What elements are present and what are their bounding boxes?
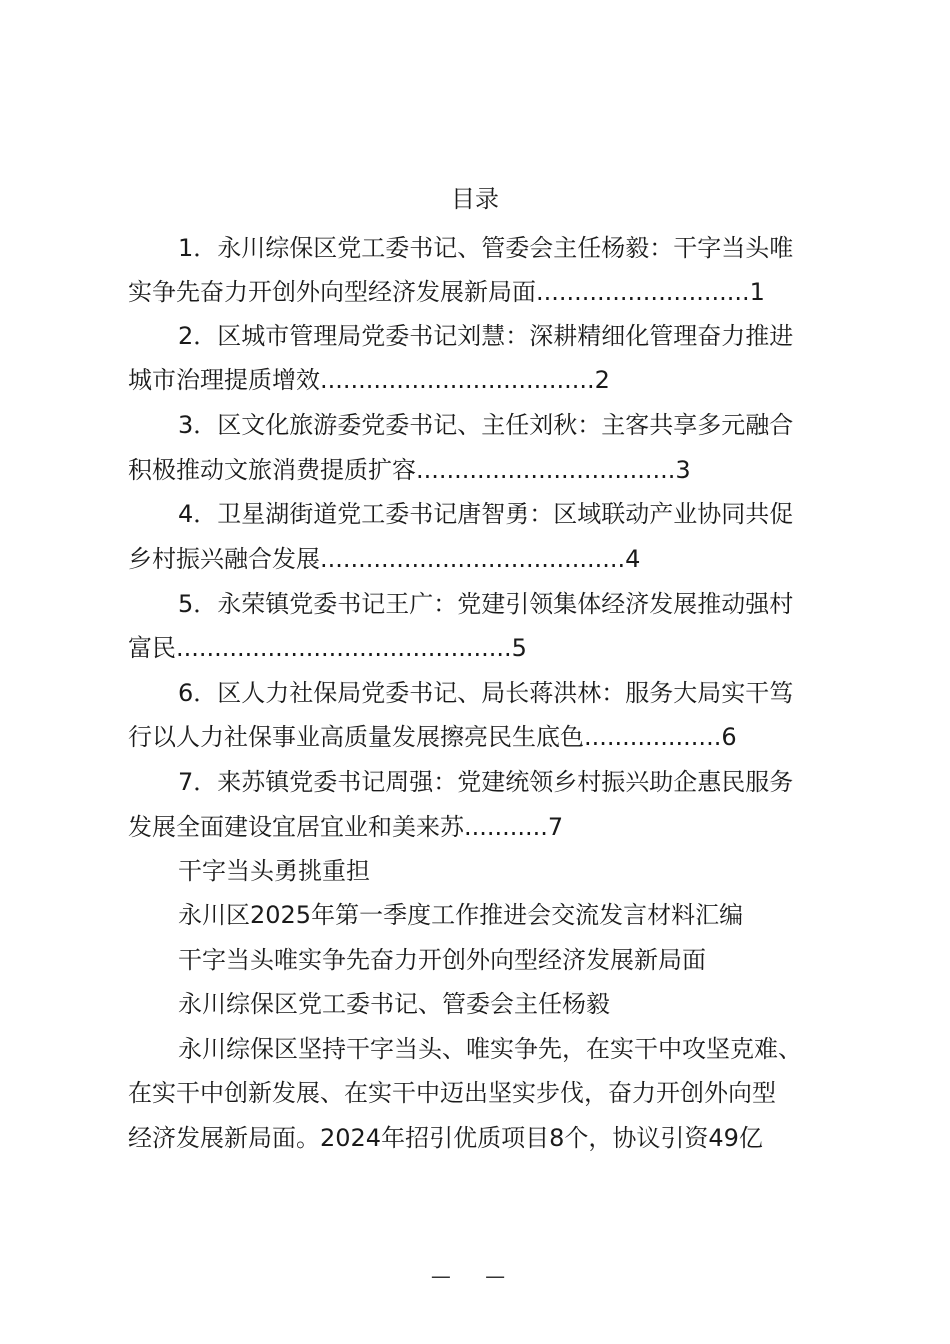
toc-entry-1-leader: ............................ [536, 278, 750, 306]
toc-entry-5-page: 5 [511, 634, 527, 662]
toc-title: 目录 [451, 185, 499, 213]
toc-entry-6-line2[interactable] [128, 719, 737, 755]
article-author: 永川综保区党工委书记、管委会主任杨毅 [178, 990, 610, 1018]
toc-entry-6-page: 6 [721, 723, 737, 751]
toc-entry-2-line1[interactable]: 2．区城市管理局党委书记刘慧：深耕精细化管理奋力推进 [178, 322, 794, 350]
toc-entry-6-line1[interactable]: 6．区人力社保局党委书记、局长蒋洪林：服务大局实干笃 [178, 679, 794, 707]
toc-entry-7-page: 7 [547, 813, 564, 841]
paragraph-line-2: 在实干中创新发展、在实干中迈出坚实步伐，奋力开创外向型 [128, 1079, 776, 1107]
toc-entry-3-page: 3 [675, 456, 691, 484]
toc-entry-7-line2[interactable] [128, 809, 563, 845]
toc-entry-6-text: 行以人力社保事业高质量发展擦亮民生底色 [128, 723, 584, 751]
toc-entry-1-line1[interactable]: 1．永川综保区党工委书记、管委会主任杨毅：干字当头唯 [178, 234, 794, 262]
toc-entry-1-text: 实争先奋力开创外向型经济发展新局面 [128, 278, 536, 306]
section-heading: 干字当头勇挑重担 [178, 857, 370, 885]
toc-entry-5-leader: ............................................ [176, 634, 512, 662]
toc-entry-7-text: 发展全面建设宜居宜业和美来苏 [128, 813, 464, 841]
toc-entry-7-line1[interactable]: 7．来苏镇党委书记周强：党建统领乡村振兴助企惠民服务 [178, 768, 794, 796]
toc-entry-3-line2[interactable] [128, 452, 691, 488]
toc-entry-4-page: 4 [625, 545, 641, 573]
paragraph-line-1: 永川综保区坚持干字当头、唯实争先，在实干中攻坚克难、 [178, 1035, 802, 1063]
toc-entry-2-line2[interactable] [128, 362, 610, 398]
toc-entry-5-text: 富民 [128, 634, 176, 662]
toc-entry-1-line2[interactable] [128, 274, 765, 310]
page-number-marker: — — [430, 1264, 520, 1288]
toc-entry-2-text: 城市治理提质增效 [128, 366, 320, 394]
toc-entry-1-page: 1 [749, 278, 765, 306]
toc-entry-6-leader: .................. [584, 723, 722, 751]
paragraph-line-3: 经济发展新局面。2024年招引优质项目8个，协议引资49亿 [128, 1124, 763, 1152]
toc-entry-5-line1[interactable]: 5．永荣镇党委书记王广：党建引领集体经济发展推动强村 [178, 590, 794, 618]
toc-entry-4-line1[interactable]: 4．卫星湖街道党工委书记唐智勇：区域联动产业协同共促 [178, 500, 794, 528]
toc-entry-2-page: 2 [594, 366, 610, 394]
toc-entry-4-text: 乡村振兴融合发展 [128, 545, 320, 573]
toc-entry-3-leader: .................................. [416, 456, 676, 484]
compilation-title: 永川区2025年第一季度工作推进会交流发言材料汇编 [178, 901, 744, 929]
toc-entry-4-leader: ........................................ [320, 545, 626, 573]
toc-entry-4-line2[interactable] [128, 541, 640, 577]
toc-entry-3-line1[interactable]: 3．区文化旅游委党委书记、主任刘秋：主客共享多元融合 [178, 411, 794, 439]
toc-entry-7-leader: ........... [464, 813, 548, 841]
toc-entry-2-leader: .................................... [320, 366, 595, 394]
toc-entry-3-text: 积极推动文旅消费提质扩容 [128, 456, 416, 484]
article-title: 干字当头唯实争先奋力开创外向型经济发展新局面 [178, 946, 706, 974]
toc-entry-5-line2[interactable] [128, 630, 527, 666]
